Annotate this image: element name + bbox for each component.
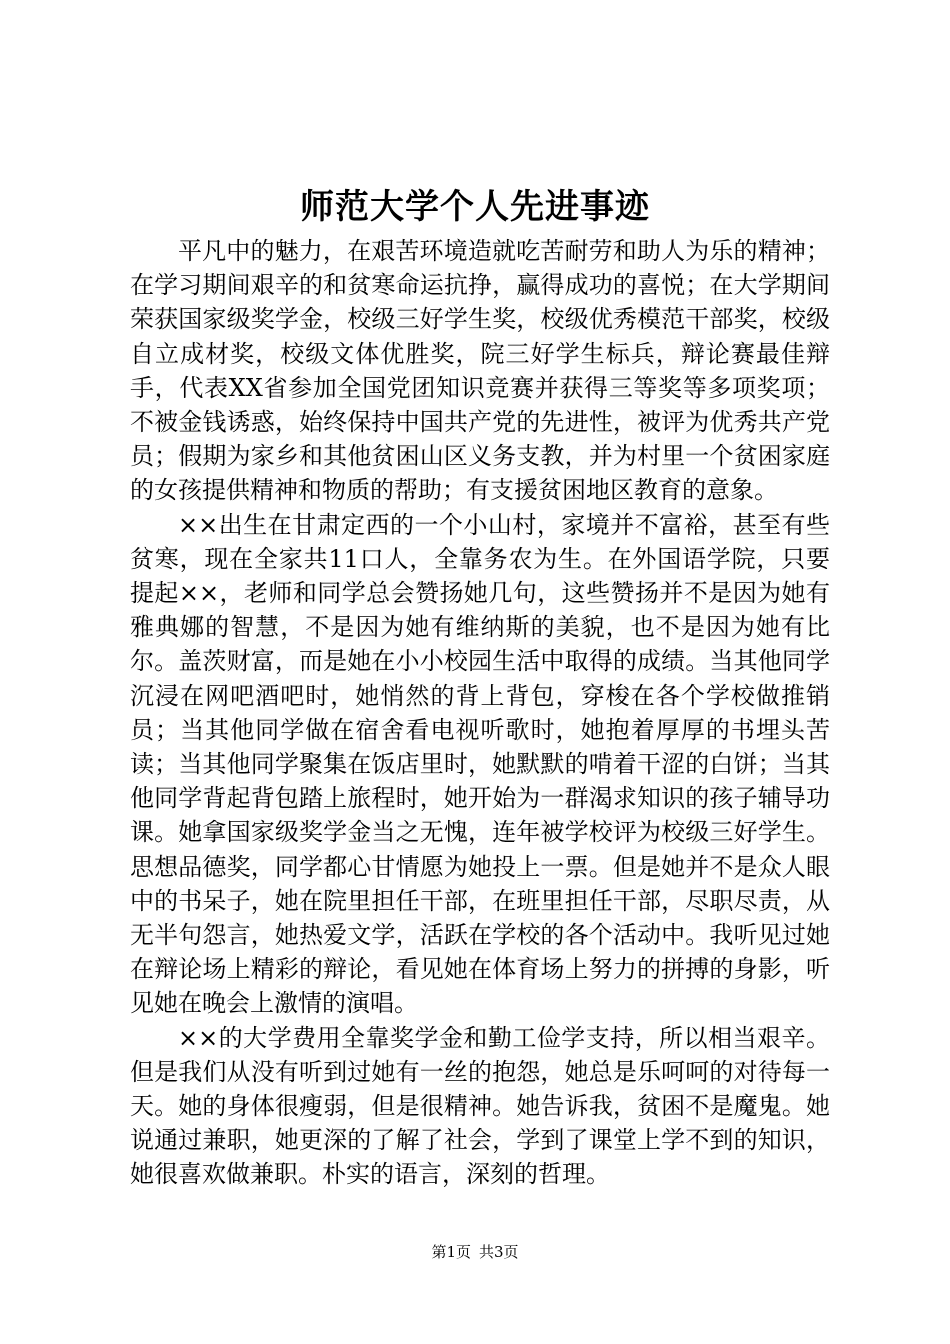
paragraph-1: 平凡中的魅力，在艰苦环境造就吃苦耐劳和助人为乐的精神；在学习期间艰辛的和贫寒命运抗挣，赢得成功的喜悦；在大学期间荣获国家级奖学金，校级三好学生奖，校级优秀模范干部奖，校级自立成材奖，校级文体优胜奖，院三好学生标兵，辩论赛最佳辩手，代表XX省参加全国党团知识竞赛并获得三等奖等多项奖项；不被金钱诱惑，始终保持中国共产党的先进性，被评为优秀共产党员；假期为家乡和其他贫困山区义务支教，并为村里一个贫困家庭的女孩提供精神和物质的帮助；有支援贫困地区教育的意象。	[130, 237, 830, 505]
document-body	[130, 234, 830, 1192]
document-title: 师范大学个人先进事迹	[300, 187, 650, 227]
paragraph-2: ××出生在甘肃定西的一个小山村，家境并不富裕，甚至有些贫寒，现在全家共11口人，全靠务农为生。在外国语学院，只要提起××，老师和同学总会赞扬她几句，这些赞扬并不是因为她有雅典娜的智慧，不是因为她有维纳斯的美貌，也不是因为她有比尔。盖茨财富，而是她在小小校园生活中取得的成绩。当其他同学沉浸在网吧酒吧时，她悄然的背上背包，穿梭在各个学校做推销员；当其他同学做在宿舍看电视听歌时，她抱着厚厚的书埋头苦读；当其他同学聚集在饭店里时，她默默的啃着干涩的白饼；当其他同学背起背包踏上旅程时，她开始为一群渴求知识的孩子辅导功课。她拿国家级奖学金当之无愧，连年被学校评为校级三好学生。思想品德奖，同学都心甘情愿为她投上一票。但是她并不是众人眼中的书呆子，她在院里担任干部，在班里担任干部，尽职尽责，从无半句怨言，她热爱文学，活跃在学校的各个活动中。我听见过她在辩论场上精彩的辩论，看见她在体育场上努力的拼搏的身影，听见她在晚会上激情的演唱。	[130, 510, 830, 1018]
paragraph-3: ××的大学费用全靠奖学金和勤工俭学支持，所以相当艰辛。但是我们从没有听到过她有一丝的抱怨，她总是乐呵呵的对待每一天。她的身体很瘦弱，但是很精神。她告诉我，贫困不是魔鬼。她说通过兼职，她更深的了解了社会，学到了课堂上学不到的知识，她很喜欢做兼职。朴实的语言，深刻的哲理。	[130, 1023, 830, 1189]
page-total: 共3页	[479, 1243, 519, 1261]
page-footer	[0, 1242, 950, 1262]
page-number: 第1页	[431, 1243, 471, 1261]
